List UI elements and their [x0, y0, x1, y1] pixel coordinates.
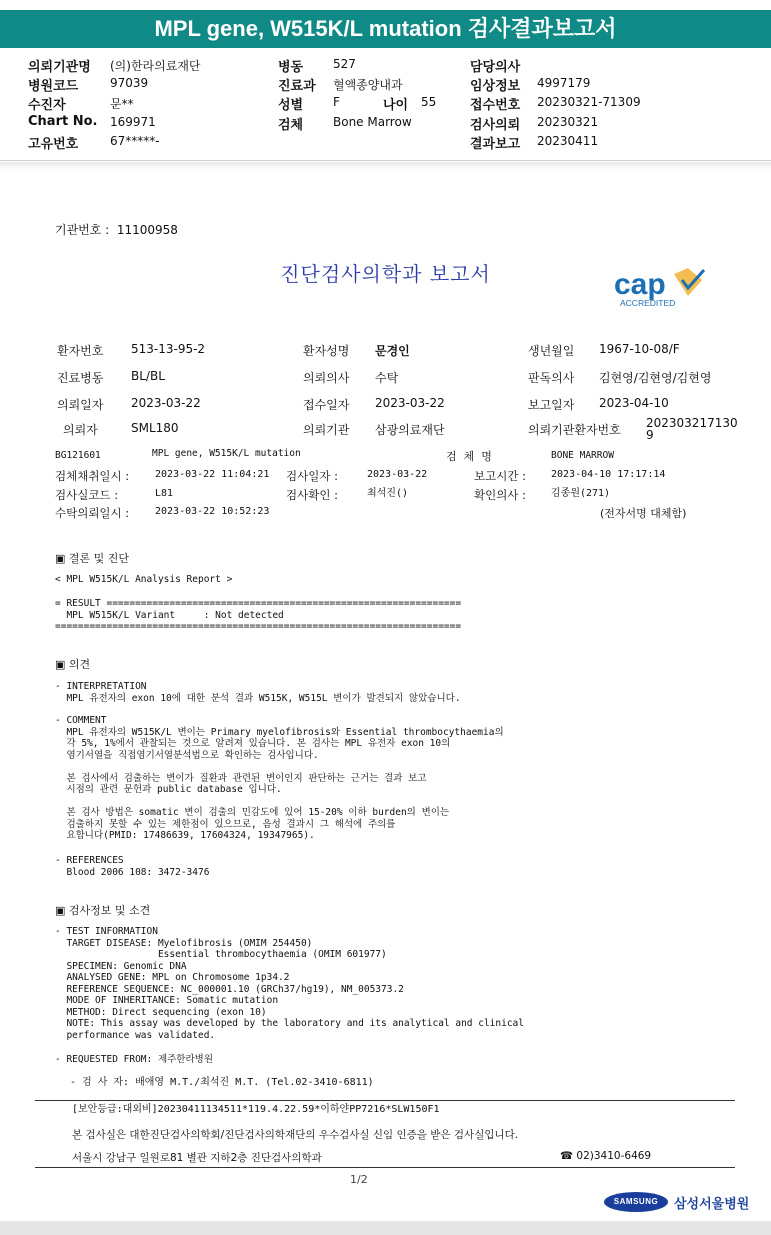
section-conclusion-title: ▣ 결론 및 진단 [55, 552, 130, 565]
test-name: MPL gene, W515K/L mutation [152, 448, 301, 459]
lab-address: 서울시 강남구 일원로81 별관 지하2층 진단검사의학과 [72, 1152, 322, 1164]
header-label: 고유번호 [28, 137, 79, 152]
patient-field-value: 수탁 [375, 371, 399, 385]
patient-field-value: BL/BL [131, 369, 165, 383]
patient-field-label: 판독의사 [528, 371, 575, 385]
references: - REFERENCES Blood 2006 108: 3472-3476 [55, 855, 210, 878]
meta-value: 2023-04-10 17:17:14 [551, 469, 666, 480]
patient-field-label: 보고일자 [528, 398, 575, 412]
header-value: 문** [110, 97, 134, 111]
certification-text: 본 검사실은 대한진단검사의학회/진단검사의학재단의 우수검사실 신임 인증을 받은 검사실입니다. [72, 1129, 519, 1141]
security-line: [보안등급:대외비]20230411134511*119.4.22.59*이하얀PP7216*SLW150F1 [72, 1104, 440, 1115]
specimen-label: 검 체 명 [446, 450, 492, 463]
patient-field-label: 진료병동 [57, 371, 104, 385]
header-value: 169971 [110, 115, 156, 129]
header-label: 수진자 [28, 98, 66, 113]
hospital-name: 삼성서울병원 [674, 1197, 750, 1212]
header-label: 성별 [278, 98, 304, 113]
specimen-code: BG121601 [55, 450, 101, 461]
header-label: 병동 [278, 60, 304, 75]
cap-accredited-logo [612, 266, 712, 310]
meta-value: 2023-03-22 [367, 469, 428, 480]
patient-field-label: 의뢰기관환자번호 [528, 423, 621, 437]
header-value: 20230321 [537, 115, 599, 129]
meta-value: L81 [155, 488, 174, 499]
header-value: Bone Marrow [333, 115, 412, 129]
specimen-value: BONE MARROW [551, 450, 614, 461]
meta-label: 검사실코드 : [55, 488, 119, 502]
esignature-note: (전자서명 대체함) [600, 507, 687, 520]
patient-field-value: 1967-10-08/F [599, 342, 680, 356]
viewer-bottom-bar [0, 1221, 771, 1235]
patient-field-label: 접수일자 [303, 398, 350, 412]
header-value: 67*****- [110, 134, 160, 148]
meta-value: 2023-03-22 10:52:23 [155, 506, 270, 517]
analysis-report-label: < MPL W515K/L Analysis Report > [55, 574, 233, 585]
meta-label: 확인의사 : [474, 488, 526, 502]
header-value: F [333, 95, 340, 109]
meta-label: 보고시간 : [474, 469, 526, 483]
header-label: 병원코드 [28, 79, 79, 94]
patient-field-value: 2023-03-22 [131, 396, 201, 410]
page-number: 1/2 [350, 1173, 368, 1186]
meta-label: 수탁의뢰일시 : [55, 506, 130, 520]
tester-info: - 검 사 자: 배애영 M.T./최석진 M.T. (Tel.02-3410-6811) [70, 1077, 374, 1088]
patient-field-label: 의뢰일자 [57, 398, 104, 412]
comment: - COMMENT MPL 유전자의 W515K/L 변이는 Primary myelofibrosis와 Essential thrombocythaemia의 각 5%, 1%에서 관찰되는 것으로 알려져 있습니다. 본 검사는 MPL 유전자 exon 10의 염기서열을 직접염기서열분석법으로 확인하는 검사입니다. 본 검사에서 검출하는 변이가 질환과 관련된 변이인지 판단하는 근거는 결과 보고 시점의 관련 문헌과 public database 입니다. 본 검사 방법은 somatic 변이 검출의 민감도에 있어 15-20% 이하 burden의 변이는 검출하지 못할 수 있는 제한점이 있으므로, 음성 결과시 그 해석에 주의를 요합니다(PMID: 17486639, 17604324, 19347965). [55, 715, 504, 841]
header-value: 20230411 [537, 134, 599, 148]
section-opinion-title: ▣ 의견 [55, 658, 91, 671]
patient-field-value: 2023-04-10 [599, 396, 669, 410]
section-testinfo-title: ▣ 검사정보 및 소견 [55, 904, 151, 917]
header-value: 혈액종양내과 [333, 78, 403, 92]
footer-bottom-line [35, 1167, 735, 1168]
header-divider [0, 160, 771, 161]
header-value: 527 [333, 57, 356, 71]
patient-field-label: 의뢰기관 [303, 423, 350, 437]
age-value: 55 [421, 95, 437, 109]
test-information: - TEST INFORMATION TARGET DISEASE: Myelofibrosis (OMIM 254450) Essential thrombocythaemia (OMIM 601977) SPECIMEN: Genomic DNA ANALYSED GENE: MPL on Chromosome 1p34.2 REFERENCE SEQUENCE: NC_000001.10 (GRCh37/hg19), NM_005373.2 MODE OF INHERITANCE: Somatic mutation METHOD: Direct sequencing (exon 10) NOTE: This assay was developed by the laboratory and its analytical and clinical performance was validated. [55, 926, 524, 1041]
patient-field-value: 513-13-95-2 [131, 342, 206, 356]
meta-value: 2023-03-22 11:04:21 [155, 469, 270, 480]
header-shadow [0, 162, 771, 170]
header-value: (의)한라의료재단 [110, 59, 201, 73]
meta-label: 검사일자 : [286, 469, 338, 483]
report-heading: 진단검사의학과 보고서 [280, 262, 491, 286]
patient-field-label: 생년월일 [528, 344, 575, 358]
footer-top-line [35, 1100, 735, 1101]
header-label: 담당의사 [470, 60, 521, 75]
header-label: 결과보고 [470, 137, 521, 152]
header-label: 임상정보 [470, 79, 521, 94]
requested-from: - REQUESTED FROM: 제주한라병원 [55, 1054, 214, 1065]
header-label: 검사의뢰 [470, 118, 521, 133]
cap-logo-subtext: ACCREDITED [620, 298, 676, 308]
patient-field-label: 의뢰자 [63, 423, 98, 437]
patient-field-value: 문경인 [375, 344, 410, 358]
patient-field-value: 삼광의료재단 [375, 423, 445, 437]
patient-field-value: SML180 [131, 421, 179, 435]
header-label: 진료과 [278, 79, 316, 94]
header-label: Chart No. [28, 114, 98, 129]
lab-phone: ☎ 02)3410-6469 [560, 1150, 652, 1162]
patient-number-wrap: 9 [646, 428, 654, 442]
header-value: 4997179 [537, 76, 591, 90]
institution-number: 기관번호 : 11100958 [55, 223, 178, 237]
header-label: 검체 [278, 118, 304, 133]
patient-field-value: 2023-03-22 [375, 396, 445, 410]
meta-label: 검체채취일시 : [55, 469, 130, 483]
result-block: = RESULT ============================================================== MPL W515K/L Variant : Not detected ======================================================================= [55, 598, 462, 632]
meta-label: 검사확인 : [286, 488, 338, 502]
patient-field-label: 환자번호 [57, 344, 104, 358]
header-value: 20230321-71309 [537, 95, 641, 109]
header-value: 97039 [110, 76, 149, 90]
cap-logo-text: cap [614, 268, 666, 301]
meta-value: 최석진() [367, 488, 409, 499]
header-label: 의뢰기관명 [28, 60, 91, 75]
samsung-logo: SAMSUNG [604, 1192, 668, 1212]
patient-field-value: 김현영/김현영/김현영 [599, 371, 712, 385]
meta-value: 김종원(271) [551, 488, 611, 499]
patient-field-value: 202303217130 [646, 416, 738, 430]
patient-field-label: 의뢰의사 [303, 371, 350, 385]
patient-field-label: 환자성명 [303, 344, 350, 358]
age-label: 나이 [383, 98, 409, 113]
interpretation: - INTERPRETATION MPL 유전자의 exon 10에 대한 분석 결과 W515K, W515L 변이가 발견되지 않았습니다. [55, 681, 461, 704]
report-title-bar: MPL gene, W515K/L mutation 검사결과보고서 [0, 10, 771, 48]
header-label: 접수번호 [470, 98, 521, 113]
